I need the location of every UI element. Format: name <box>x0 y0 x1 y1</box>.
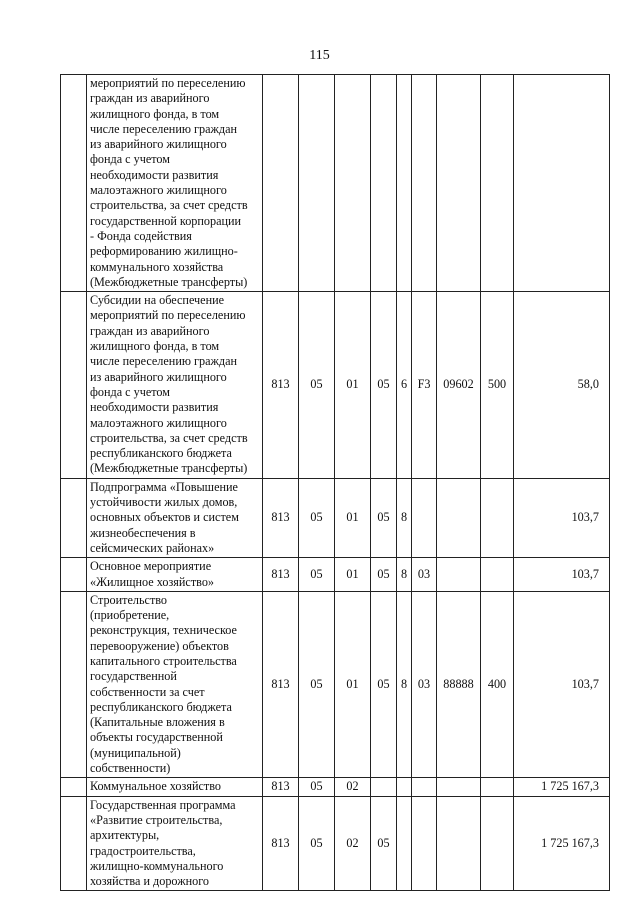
section-code <box>299 75 335 292</box>
subsection-code <box>335 75 371 292</box>
section-code: 05 <box>299 558 335 592</box>
section-code: 05 <box>299 796 335 891</box>
budget-table <box>60 74 610 891</box>
section-code: 05 <box>299 292 335 479</box>
ministry-code <box>263 75 299 292</box>
direction-code <box>437 558 481 592</box>
subsection-code: 02 <box>335 778 371 796</box>
main-event-code <box>412 478 437 557</box>
page-number: 115 <box>309 48 330 63</box>
program-code: 05 <box>371 478 397 557</box>
ministry-code: 813 <box>263 292 299 479</box>
expense-type-code <box>481 478 514 557</box>
ministry-code: 813 <box>263 796 299 891</box>
amount: 103,7 <box>514 558 610 592</box>
subsection-code: 01 <box>335 591 371 778</box>
direction-code <box>437 75 481 292</box>
main-event-code: F3 <box>412 292 437 479</box>
row-name: Основное мероприятие «Жилищное хозяйство» <box>87 558 263 592</box>
amount: 103,7 <box>514 591 610 778</box>
table-body <box>61 75 610 891</box>
row-lead-cell <box>61 591 87 778</box>
row-lead-cell <box>61 75 87 292</box>
table-row <box>61 478 610 557</box>
expense-type-code <box>481 796 514 891</box>
main-event-code: 03 <box>412 591 437 778</box>
row-name: Подпрограмма «Повышение устойчивости жилых домов, основных объектов и систем жизнеобеспечения в сейсмических районах» <box>87 478 263 557</box>
direction-code <box>437 478 481 557</box>
subprogram-code: 8 <box>397 478 412 557</box>
section-code: 05 <box>299 591 335 778</box>
row-name: Субсидии на обеспечение мероприятий по переселению граждан из аварийного жилищного фонда, в том числе переселению граждан из аварийного жилищного фонда с учетом необходимости развития малоэтажного жилищного строительства, за счет средств республиканского бюджета (Межбюджетные трансферты) <box>87 292 263 479</box>
subsection-code: 01 <box>335 478 371 557</box>
subprogram-code: 8 <box>397 558 412 592</box>
direction-code <box>437 778 481 796</box>
subsection-code: 01 <box>335 558 371 592</box>
subprogram-code <box>397 796 412 891</box>
main-event-code <box>412 75 437 292</box>
subprogram-code: 6 <box>397 292 412 479</box>
direction-code: 09602 <box>437 292 481 479</box>
direction-code <box>437 796 481 891</box>
ministry-code: 813 <box>263 591 299 778</box>
amount: 103,7 <box>514 478 610 557</box>
section-code: 05 <box>299 478 335 557</box>
subsection-code: 01 <box>335 292 371 479</box>
expense-type-code: 400 <box>481 591 514 778</box>
main-event-code <box>412 796 437 891</box>
table-row <box>61 796 610 891</box>
section-code: 05 <box>299 778 335 796</box>
table-row <box>61 558 610 592</box>
amount: 1 725 167,3 <box>514 778 610 796</box>
expense-type-code <box>481 558 514 592</box>
row-name: Коммунальное хозяйство <box>87 778 263 796</box>
table-row <box>61 75 610 292</box>
amount: 58,0 <box>514 292 610 479</box>
program-code: 05 <box>371 591 397 778</box>
row-lead-cell <box>61 292 87 479</box>
table-row <box>61 292 610 479</box>
row-lead-cell <box>61 478 87 557</box>
program-code <box>371 75 397 292</box>
main-event-code <box>412 778 437 796</box>
expense-type-code <box>481 75 514 292</box>
amount: 1 725 167,3 <box>514 796 610 891</box>
subsection-code: 02 <box>335 796 371 891</box>
program-code: 05 <box>371 796 397 891</box>
expense-type-code <box>481 778 514 796</box>
subprogram-code <box>397 778 412 796</box>
ministry-code: 813 <box>263 558 299 592</box>
ministry-code: 813 <box>263 778 299 796</box>
row-lead-cell <box>61 558 87 592</box>
program-code: 05 <box>371 292 397 479</box>
row-lead-cell <box>61 778 87 796</box>
direction-code: 88888 <box>437 591 481 778</box>
amount <box>514 75 610 292</box>
expense-type-code: 500 <box>481 292 514 479</box>
program-code: 05 <box>371 558 397 592</box>
main-event-code: 03 <box>412 558 437 592</box>
row-name: Государственная программа «Развитие строительства, архитектуры, градостроительства, жилищно-коммунального хозяйства и дорожного <box>87 796 263 891</box>
subprogram-code: 8 <box>397 591 412 778</box>
row-name: мероприятий по переселению граждан из аварийного жилищного фонда, в том числе переселению граждан из аварийного жилищного фонда с учетом необходимости развития малоэтажного жилищного строительства, за счет средств государственной корпорации - Фонда содействия реформированию жилищно- коммунального хозяйства (Межбюджетные трансферты) <box>87 75 263 292</box>
row-lead-cell <box>61 796 87 891</box>
program-code <box>371 778 397 796</box>
table-row <box>61 591 610 778</box>
table-row <box>61 778 610 796</box>
row-name: Строительство (приобретение, реконструкция, техническое перевооружение) объектов капитального строительства государственной собственности за счет республиканского бюджета (Капитальные вложения в объекты государственной (муниципальной) собственности) <box>87 591 263 778</box>
ministry-code: 813 <box>263 478 299 557</box>
subprogram-code <box>397 75 412 292</box>
